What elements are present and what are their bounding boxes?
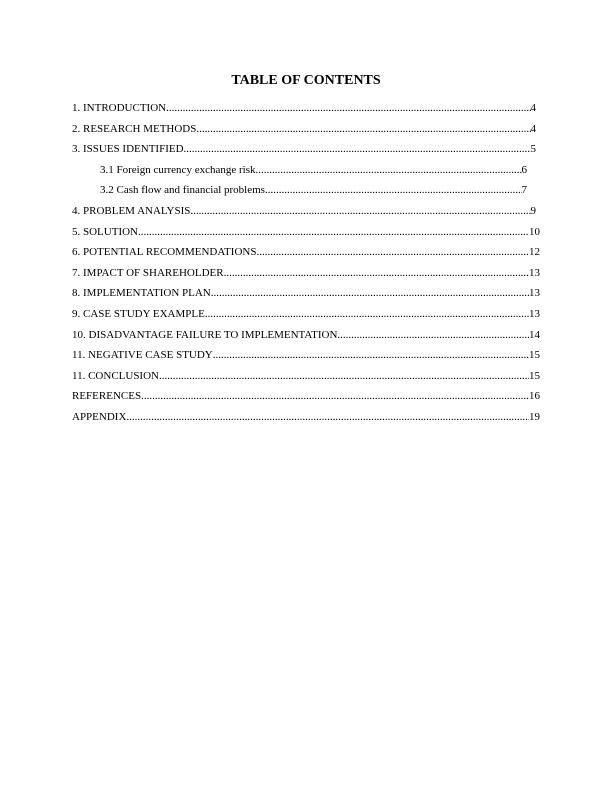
toc-entry-page: 6 bbox=[521, 163, 527, 176]
toc-entry-problem-analysis[interactable] bbox=[72, 204, 542, 225]
dot-leader bbox=[141, 389, 529, 403]
toc-list bbox=[72, 101, 542, 431]
toc-entry-page: 15 bbox=[529, 349, 540, 362]
toc-entry-label: 3.1 Foreign currency exchange risk bbox=[100, 163, 256, 176]
dot-leader bbox=[224, 266, 529, 280]
dot-leader bbox=[138, 225, 529, 239]
toc-entry-label: 11. NEGATIVE CASE STUDY bbox=[72, 349, 213, 362]
dot-leader bbox=[211, 286, 529, 300]
toc-entry-page: 13 bbox=[529, 307, 540, 320]
toc-entry-references[interactable] bbox=[72, 389, 542, 410]
toc-entry-research-methods[interactable] bbox=[72, 122, 542, 143]
toc-entry-introduction[interactable] bbox=[72, 101, 542, 122]
toc-entry-label: 3. ISSUES IDENTIFIED bbox=[72, 143, 184, 156]
toc-entry-disadvantage-failure[interactable] bbox=[72, 328, 542, 349]
toc-entry-page: 15 bbox=[529, 369, 540, 382]
dot-leader bbox=[265, 183, 522, 197]
toc-entry-page: 4 bbox=[530, 122, 536, 135]
toc-entry-page: 16 bbox=[529, 390, 540, 403]
dot-leader bbox=[196, 122, 530, 136]
toc-entry-page: 12 bbox=[529, 246, 540, 259]
toc-entry-potential-recommendations[interactable] bbox=[72, 245, 542, 266]
dot-leader bbox=[166, 101, 530, 115]
toc-entry-foreign-currency-risk[interactable] bbox=[72, 163, 542, 184]
toc-entry-page: 13 bbox=[529, 287, 540, 300]
dot-leader bbox=[126, 410, 529, 424]
dot-leader bbox=[213, 348, 529, 362]
toc-entry-cash-flow-problems[interactable] bbox=[72, 183, 542, 204]
toc-entry-page: 7 bbox=[521, 184, 527, 197]
dot-leader bbox=[205, 307, 529, 321]
toc-entry-appendix[interactable] bbox=[72, 410, 542, 431]
dot-leader bbox=[190, 204, 530, 218]
toc-entry-label: 10. DISADVANTAGE FAILURE TO IMPLEMENTATION bbox=[72, 328, 338, 341]
toc-entry-label: 5. SOLUTION bbox=[72, 225, 138, 238]
dot-leader bbox=[256, 245, 529, 259]
toc-entry-negative-case-study[interactable] bbox=[72, 348, 542, 369]
toc-entry-page: 9 bbox=[530, 204, 536, 217]
toc-entry-page: 14 bbox=[529, 328, 540, 341]
dot-leader bbox=[255, 163, 521, 177]
toc-entry-label: 7. IMPACT OF SHAREHOLDER bbox=[72, 266, 224, 279]
toc-entry-conclusion[interactable] bbox=[72, 369, 542, 390]
toc-entry-label: 11. CONCLUSION bbox=[72, 369, 159, 382]
toc-entry-label: 9. CASE STUDY EXAMPLE bbox=[72, 307, 205, 320]
toc-entry-label: 3.2 Cash flow and financial problems bbox=[100, 184, 265, 197]
toc-entry-label: 2. RESEARCH METHODS bbox=[72, 122, 197, 135]
toc-entry-page: 19 bbox=[529, 410, 540, 423]
toc-entry-label: 1. INTRODUCTION bbox=[72, 102, 167, 114]
toc-entry-label: 4. PROBLEM ANALYSIS bbox=[72, 204, 191, 217]
dot-leader bbox=[159, 369, 529, 383]
toc-entry-label: 6. POTENTIAL RECOMMENDATIONS bbox=[72, 246, 257, 259]
toc-entry-label: 8. IMPLEMENTATION PLAN bbox=[72, 287, 211, 300]
toc-entry-label: REFERENCES bbox=[72, 390, 142, 403]
toc-entry-page: 4 bbox=[530, 102, 536, 114]
toc-entry-impact-of-shareholder[interactable] bbox=[72, 266, 542, 287]
toc-entry-implementation-plan[interactable] bbox=[72, 286, 542, 307]
toc-title: TABLE OF CONTENTS bbox=[231, 73, 381, 88]
toc-entry-page: 13 bbox=[529, 266, 540, 279]
dot-leader bbox=[337, 328, 529, 342]
toc-entry-case-study-example[interactable] bbox=[72, 307, 542, 328]
dot-leader bbox=[184, 142, 531, 156]
toc-entry-page: 10 bbox=[529, 225, 540, 238]
toc-entry-issues-identified[interactable] bbox=[72, 142, 542, 163]
toc-entry-solution[interactable] bbox=[72, 225, 542, 246]
toc-entry-page: 5 bbox=[530, 143, 536, 156]
toc-entry-label: APPENDIX bbox=[72, 410, 127, 423]
